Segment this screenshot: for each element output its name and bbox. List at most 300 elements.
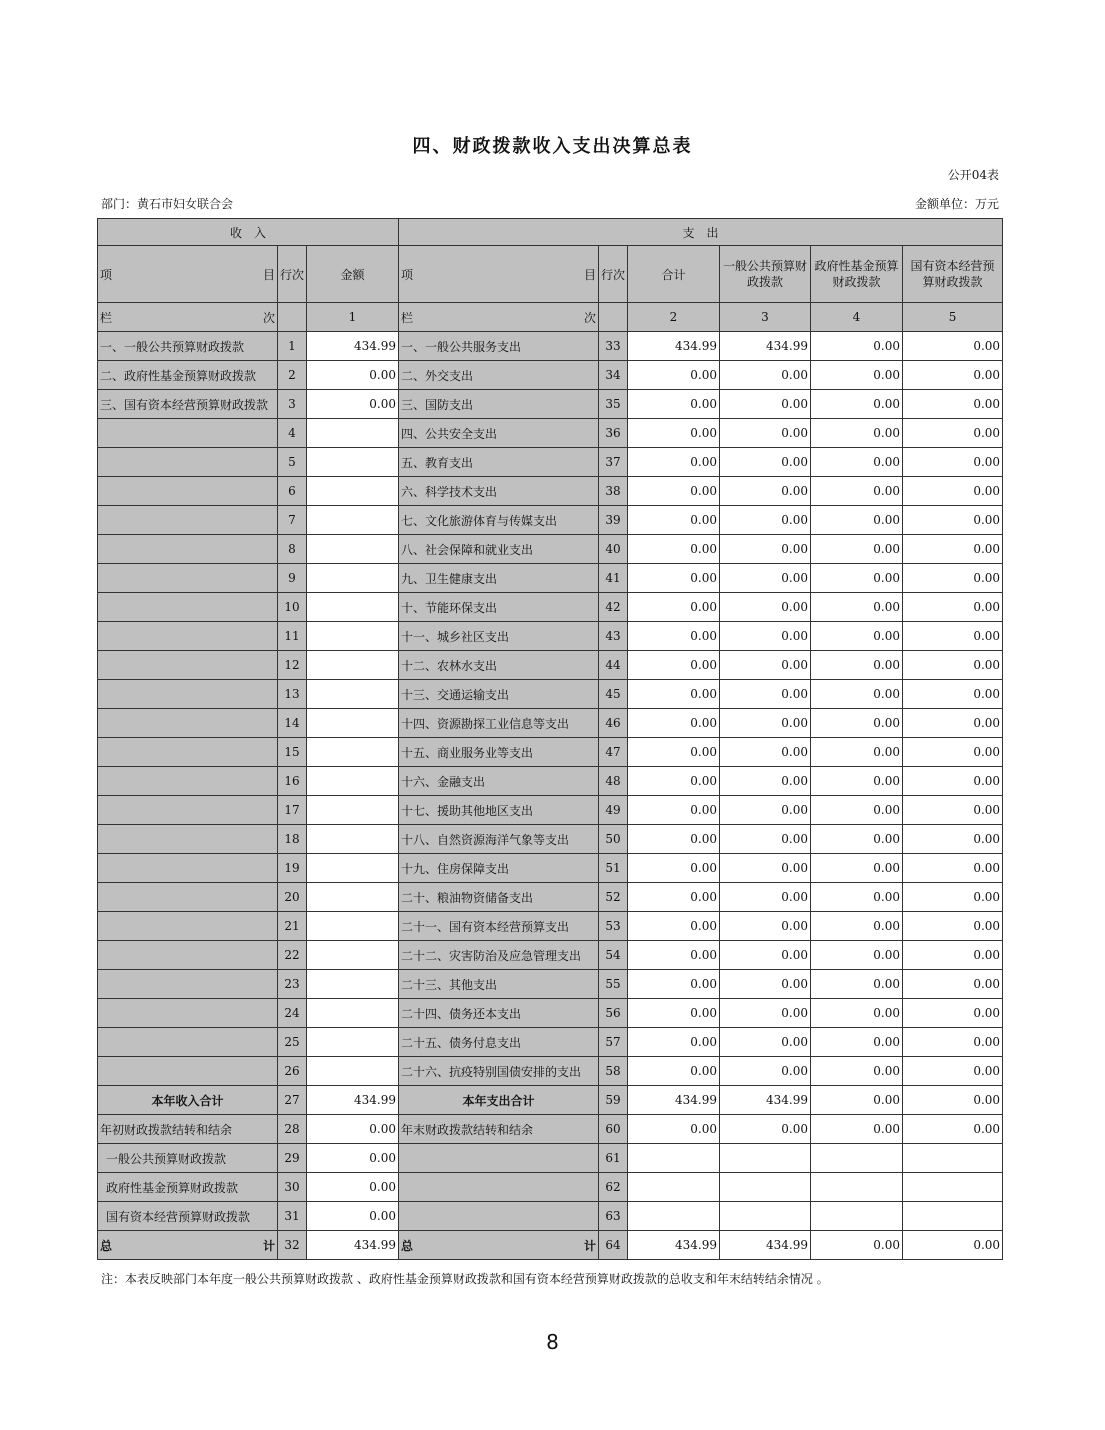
expense-total: 0.00 <box>628 680 720 709</box>
expense-general-budget: 0.00 <box>720 709 811 738</box>
income-subtotal-label: 本年收入合计 <box>98 1086 278 1115</box>
expense-subtotal-total: 434.99 <box>628 1086 720 1115</box>
expense-row-number: 38 <box>599 477 628 506</box>
col-index-1: 1 <box>307 303 399 332</box>
expense-fund-budget: 0.00 <box>811 912 903 941</box>
income-item <box>98 1028 278 1057</box>
expense-total: 0.00 <box>628 999 720 1028</box>
income-item <box>98 854 278 883</box>
income-amount <box>307 941 399 970</box>
expense-item: 年末财政拨款结转和结余 <box>399 1115 599 1144</box>
expense-row-number: 37 <box>599 448 628 477</box>
expense-item: 二十五、债务付息支出 <box>399 1028 599 1057</box>
expense-item: 十六、金融支出 <box>399 767 599 796</box>
income-item <box>98 593 278 622</box>
table-row <box>98 970 1003 999</box>
grand-total-row <box>98 1231 1003 1260</box>
expense-general-budget: 0.00 <box>720 361 811 390</box>
expense-general-budget: 0.00 <box>720 680 811 709</box>
expense-state-capital: 0.00 <box>903 1115 1003 1144</box>
table-row <box>98 1028 1003 1057</box>
expense-row-number: 56 <box>599 999 628 1028</box>
income-row-number: 7 <box>278 506 307 535</box>
expense-fund-budget: 0.00 <box>811 477 903 506</box>
expense-state-capital <box>903 1144 1003 1173</box>
expense-row-number: 36 <box>599 419 628 448</box>
table-row <box>98 854 1003 883</box>
expense-total: 0.00 <box>628 883 720 912</box>
income-amount <box>307 709 399 738</box>
expense-row-number: 63 <box>599 1202 628 1231</box>
expense-state-capital: 0.00 <box>903 883 1003 912</box>
expense-state-capital: 0.00 <box>903 825 1003 854</box>
income-row-number: 18 <box>278 825 307 854</box>
expense-general-budget: 0.00 <box>720 506 811 535</box>
table-row <box>98 680 1003 709</box>
table-row <box>98 506 1003 535</box>
income-amount <box>307 854 399 883</box>
expense-state-capital: 0.00 <box>903 738 1003 767</box>
expense-row-number: 43 <box>599 622 628 651</box>
expense-row-number: 53 <box>599 912 628 941</box>
income-row-number: 24 <box>278 999 307 1028</box>
table-row <box>98 709 1003 738</box>
expense-item: 十九、住房保障支出 <box>399 854 599 883</box>
income-row-number: 30 <box>278 1173 307 1202</box>
expense-subtotal-label: 本年支出合计 <box>399 1086 599 1115</box>
income-item <box>98 419 278 448</box>
expense-header: 支 出 <box>399 219 1003 246</box>
income-amount <box>307 796 399 825</box>
expense-state-capital: 0.00 <box>903 680 1003 709</box>
expense-state-capital: 0.00 <box>903 709 1003 738</box>
table-row <box>98 390 1003 419</box>
expense-state-capital: 0.00 <box>903 854 1003 883</box>
expense-general-budget: 0.00 <box>720 651 811 680</box>
income-item <box>98 448 278 477</box>
expense-fund-budget: 0.00 <box>811 709 903 738</box>
expense-state-capital: 0.00 <box>903 535 1003 564</box>
expense-general-budget: 0.00 <box>720 1057 811 1086</box>
expense-state-capital <box>903 1202 1003 1231</box>
income-row-number: 12 <box>278 651 307 680</box>
income-amount <box>307 1028 399 1057</box>
expense-item: 十三、交通运输支出 <box>399 680 599 709</box>
income-grand-total-label: 总 计 <box>98 1231 278 1260</box>
expense-item: 十二、农林水支出 <box>399 651 599 680</box>
expense-row-number: 48 <box>599 767 628 796</box>
income-item <box>98 564 278 593</box>
footnote: 注：本表反映部门本年度一般公共预算财政拨款 、政府性基金预算财政拨款和国有资本经营预算财政拨款的总收支和年末结转结余情况 。 <box>101 1272 829 1286</box>
table-row <box>98 651 1003 680</box>
income-amount <box>307 970 399 999</box>
income-item: 二、政府性基金预算财政拨款 <box>98 361 278 390</box>
income-amount <box>307 651 399 680</box>
income-item <box>98 506 278 535</box>
expense-item: 十一、城乡社区支出 <box>399 622 599 651</box>
expense-row-number: 44 <box>599 651 628 680</box>
income-row-number: 11 <box>278 622 307 651</box>
table-row <box>98 622 1003 651</box>
income-item: 三、国有资本经营预算财政拨款 <box>98 390 278 419</box>
expense-total: 0.00 <box>628 1115 720 1144</box>
table-row <box>98 912 1003 941</box>
income-amount <box>307 912 399 941</box>
income-row-number: 15 <box>278 738 307 767</box>
general-budget-header: 一般公共预算财政拨款 <box>720 246 811 303</box>
expense-item: 二十、粮油物资储备支出 <box>399 883 599 912</box>
expense-general-budget: 0.00 <box>720 593 811 622</box>
expense-fund-budget <box>811 1202 903 1231</box>
expense-state-capital: 0.00 <box>903 1028 1003 1057</box>
expense-row-number: 45 <box>599 680 628 709</box>
expense-item: 十、节能环保支出 <box>399 593 599 622</box>
income-rowno-index <box>278 303 307 332</box>
income-row-number: 1 <box>278 332 307 361</box>
expense-fund-budget: 0.00 <box>811 390 903 419</box>
budget-table <box>97 218 1003 1260</box>
income-row-number: 13 <box>278 680 307 709</box>
income-row-number: 32 <box>278 1231 307 1260</box>
income-row-number: 8 <box>278 535 307 564</box>
expense-row-number: 40 <box>599 535 628 564</box>
expense-state-capital: 0.00 <box>903 941 1003 970</box>
income-row-number: 3 <box>278 390 307 419</box>
expense-item: 二十六、抗疫特别国债安排的支出 <box>399 1057 599 1086</box>
income-row-number: 16 <box>278 767 307 796</box>
expense-total: 0.00 <box>628 854 720 883</box>
expense-fund-budget: 0.00 <box>811 448 903 477</box>
income-row-number: 5 <box>278 448 307 477</box>
income-row-number: 27 <box>278 1086 307 1115</box>
expense-state-capital: 0.00 <box>903 651 1003 680</box>
expense-fund-budget: 0.00 <box>811 419 903 448</box>
expense-total: 0.00 <box>628 390 720 419</box>
expense-item: 一、一般公共服务支出 <box>399 332 599 361</box>
expense-general-budget <box>720 1173 811 1202</box>
expense-item: 七、文化旅游体育与传媒支出 <box>399 506 599 535</box>
column-index-row <box>98 303 1003 332</box>
table-row <box>98 564 1003 593</box>
col-index-4: 4 <box>811 303 903 332</box>
expense-total: 0.00 <box>628 593 720 622</box>
income-lan-cell: 栏 次 <box>98 303 278 332</box>
expense-row-number: 61 <box>599 1144 628 1173</box>
income-row-number: 26 <box>278 1057 307 1086</box>
income-amount: 0.00 <box>307 361 399 390</box>
expense-general-budget: 0.00 <box>720 622 811 651</box>
table-row <box>98 738 1003 767</box>
income-amount: 0.00 <box>307 1173 399 1202</box>
expense-row-number: 58 <box>599 1057 628 1086</box>
expense-item: 五、教育支出 <box>399 448 599 477</box>
table-row <box>98 941 1003 970</box>
income-rowno-header: 行次 <box>278 246 307 303</box>
expense-general-budget: 434.99 <box>720 332 811 361</box>
expense-item: 二十四、债务还本支出 <box>399 999 599 1028</box>
expense-total: 0.00 <box>628 1028 720 1057</box>
income-item <box>98 767 278 796</box>
expense-fund-budget: 0.00 <box>811 332 903 361</box>
expense-row-number: 64 <box>599 1231 628 1260</box>
income-amount: 0.00 <box>307 1202 399 1231</box>
income-item: 政府性基金预算财政拨款 <box>98 1173 278 1202</box>
table-row <box>98 825 1003 854</box>
expense-state-capital: 0.00 <box>903 361 1003 390</box>
expense-item: 二、外交支出 <box>399 361 599 390</box>
carryover-row <box>98 1202 1003 1231</box>
income-item <box>98 477 278 506</box>
expense-row-number: 51 <box>599 854 628 883</box>
expense-state-capital: 0.00 <box>903 999 1003 1028</box>
expense-total: 0.00 <box>628 825 720 854</box>
expense-fund-budget: 0.00 <box>811 941 903 970</box>
expense-total: 0.00 <box>628 419 720 448</box>
expense-total: 0.00 <box>628 622 720 651</box>
expense-item: 九、卫生健康支出 <box>399 564 599 593</box>
table-row <box>98 361 1003 390</box>
expense-total: 0.00 <box>628 1057 720 1086</box>
expense-grand-total: 434.99 <box>628 1231 720 1260</box>
income-amount <box>307 622 399 651</box>
expense-fund-budget: 0.00 <box>811 564 903 593</box>
expense-general-budget: 0.00 <box>720 941 811 970</box>
expense-fund-budget: 0.00 <box>811 796 903 825</box>
income-amount <box>307 535 399 564</box>
expense-state-capital: 0.00 <box>903 1231 1003 1260</box>
income-amount <box>307 564 399 593</box>
income-amount <box>307 419 399 448</box>
column-header-row <box>98 246 1003 303</box>
page-number: 8 <box>546 1330 559 1354</box>
expense-fund-budget: 0.00 <box>811 651 903 680</box>
expense-state-capital: 0.00 <box>903 564 1003 593</box>
income-row-number: 28 <box>278 1115 307 1144</box>
expense-grand-total-label: 总 计 <box>399 1231 599 1260</box>
expense-fund-budget: 0.00 <box>811 535 903 564</box>
expense-item: 十八、自然资源海洋气象等支出 <box>399 825 599 854</box>
expense-fund-budget: 0.00 <box>811 1057 903 1086</box>
expense-state-capital: 0.00 <box>903 448 1003 477</box>
expense-fund-budget <box>811 1144 903 1173</box>
expense-item: 二十二、灾害防治及应急管理支出 <box>399 941 599 970</box>
income-row-number: 17 <box>278 796 307 825</box>
expense-general-budget <box>720 1144 811 1173</box>
expense-general-budget: 0.00 <box>720 419 811 448</box>
expense-fund-budget: 0.00 <box>811 1086 903 1115</box>
income-row-number: 19 <box>278 854 307 883</box>
expense-row-number: 46 <box>599 709 628 738</box>
expense-state-capital: 0.00 <box>903 622 1003 651</box>
expense-rowno-header: 行次 <box>599 246 628 303</box>
income-amount <box>307 680 399 709</box>
expense-fund-budget: 0.00 <box>811 767 903 796</box>
expense-row-number: 55 <box>599 970 628 999</box>
income-item <box>98 796 278 825</box>
expense-item: 十五、商业服务业等支出 <box>399 738 599 767</box>
expense-item: 八、社会保障和就业支出 <box>399 535 599 564</box>
income-row-number: 21 <box>278 912 307 941</box>
income-row-number: 29 <box>278 1144 307 1173</box>
income-item <box>98 883 278 912</box>
department-label: 部门：黄石市妇女联合会 <box>101 197 234 211</box>
carryover-row <box>98 1115 1003 1144</box>
income-item <box>98 738 278 767</box>
expense-total: 0.00 <box>628 941 720 970</box>
income-amount <box>307 825 399 854</box>
expense-row-number: 54 <box>599 941 628 970</box>
expense-row-number: 47 <box>599 738 628 767</box>
expense-state-capital: 0.00 <box>903 506 1003 535</box>
table-row <box>98 593 1003 622</box>
expense-total: 0.00 <box>628 709 720 738</box>
income-amount-header: 金额 <box>307 246 399 303</box>
income-item <box>98 1057 278 1086</box>
expense-fund-budget: 0.00 <box>811 1028 903 1057</box>
expense-state-capital <box>903 1173 1003 1202</box>
expense-total: 0.00 <box>628 912 720 941</box>
income-row-number: 6 <box>278 477 307 506</box>
expense-total: 434.99 <box>628 332 720 361</box>
expense-state-capital: 0.00 <box>903 796 1003 825</box>
income-item: 一般公共预算财政拨款 <box>98 1144 278 1173</box>
expense-item <box>399 1144 599 1173</box>
expense-general-budget: 0.00 <box>720 883 811 912</box>
expense-total: 0.00 <box>628 506 720 535</box>
page-title: 四、财政拨款收入支出决算总表 <box>412 136 693 157</box>
expense-total <box>628 1173 720 1202</box>
col-index-3: 3 <box>720 303 811 332</box>
income-amount <box>307 506 399 535</box>
expense-general-budget: 0.00 <box>720 477 811 506</box>
expense-fund-budget: 0.00 <box>811 1115 903 1144</box>
income-item-header: 项 目 <box>98 246 278 303</box>
expense-row-number: 52 <box>599 883 628 912</box>
expense-fund-budget <box>811 1173 903 1202</box>
expense-general-budget: 0.00 <box>720 1028 811 1057</box>
expense-item: 二十三、其他支出 <box>399 970 599 999</box>
expense-item-header: 项 目 <box>399 246 599 303</box>
expense-state-capital: 0.00 <box>903 912 1003 941</box>
income-header: 收 入 <box>98 219 399 246</box>
expense-row-number: 60 <box>599 1115 628 1144</box>
expense-fund-budget: 0.00 <box>811 738 903 767</box>
expense-lan-cell: 栏 次 <box>399 303 599 332</box>
income-row-number: 22 <box>278 941 307 970</box>
col-index-2: 2 <box>628 303 720 332</box>
expense-fund-budget: 0.00 <box>811 825 903 854</box>
table-row <box>98 332 1003 361</box>
income-item <box>98 912 278 941</box>
table-row <box>98 1057 1003 1086</box>
table-row <box>98 477 1003 506</box>
expense-item: 三、国防支出 <box>399 390 599 419</box>
expense-fund-budget: 0.00 <box>811 506 903 535</box>
income-subtotal-amount: 434.99 <box>307 1086 399 1115</box>
income-row-number: 2 <box>278 361 307 390</box>
expense-total: 0.00 <box>628 796 720 825</box>
expense-general-budget: 0.00 <box>720 999 811 1028</box>
expense-general-budget: 434.99 <box>720 1086 811 1115</box>
expense-row-number: 62 <box>599 1173 628 1202</box>
expense-state-capital: 0.00 <box>903 477 1003 506</box>
table-row <box>98 796 1003 825</box>
expense-general-budget: 0.00 <box>720 535 811 564</box>
expense-general-budget: 0.00 <box>720 970 811 999</box>
expense-row-number: 49 <box>599 796 628 825</box>
income-row-number: 4 <box>278 419 307 448</box>
expense-row-number: 33 <box>599 332 628 361</box>
expense-total: 0.00 <box>628 651 720 680</box>
expense-general-budget <box>720 1202 811 1231</box>
expense-fund-budget: 0.00 <box>811 680 903 709</box>
table-row <box>98 419 1003 448</box>
carryover-row <box>98 1144 1003 1173</box>
expense-fund-budget: 0.00 <box>811 970 903 999</box>
income-item <box>98 622 278 651</box>
income-row-number: 10 <box>278 593 307 622</box>
income-row-number: 23 <box>278 970 307 999</box>
income-amount <box>307 1057 399 1086</box>
income-amount <box>307 999 399 1028</box>
expense-total <box>628 1202 720 1231</box>
income-item: 一、一般公共预算财政拨款 <box>98 332 278 361</box>
expense-general-budget: 0.00 <box>720 825 811 854</box>
income-row-number: 31 <box>278 1202 307 1231</box>
income-item: 年初财政拨款结转和结余 <box>98 1115 278 1144</box>
expense-general-budget: 0.00 <box>720 448 811 477</box>
subtotal-row <box>98 1086 1003 1115</box>
expense-item <box>399 1173 599 1202</box>
income-item <box>98 970 278 999</box>
income-item <box>98 680 278 709</box>
expense-row-number: 35 <box>599 390 628 419</box>
expense-state-capital: 0.00 <box>903 332 1003 361</box>
expense-total: 0.00 <box>628 477 720 506</box>
income-amount: 0.00 <box>307 390 399 419</box>
expense-general-budget: 0.00 <box>720 796 811 825</box>
expense-row-number: 39 <box>599 506 628 535</box>
expense-general-budget: 434.99 <box>720 1231 811 1260</box>
expense-state-capital: 0.00 <box>903 767 1003 796</box>
form-number: 公开04表 <box>947 168 999 182</box>
expense-item: 十七、援助其他地区支出 <box>399 796 599 825</box>
income-amount: 0.00 <box>307 1115 399 1144</box>
expense-fund-budget: 0.00 <box>811 854 903 883</box>
expense-state-capital: 0.00 <box>903 390 1003 419</box>
income-item <box>98 651 278 680</box>
income-amount: 434.99 <box>307 332 399 361</box>
expense-total: 0.00 <box>628 448 720 477</box>
expense-row-number: 50 <box>599 825 628 854</box>
income-amount: 0.00 <box>307 1144 399 1173</box>
expense-total: 0.00 <box>628 535 720 564</box>
expense-total-header: 合计 <box>628 246 720 303</box>
expense-general-budget: 0.00 <box>720 738 811 767</box>
expense-fund-budget: 0.00 <box>811 361 903 390</box>
income-amount <box>307 448 399 477</box>
expense-fund-budget: 0.00 <box>811 622 903 651</box>
expense-total <box>628 1144 720 1173</box>
col-index-5: 5 <box>903 303 1003 332</box>
fund-budget-header: 政府性基金预算财政拨款 <box>811 246 903 303</box>
expense-row-number: 57 <box>599 1028 628 1057</box>
income-grand-total-amount: 434.99 <box>307 1231 399 1260</box>
expense-item: 四、公共安全支出 <box>399 419 599 448</box>
income-item <box>98 999 278 1028</box>
expense-fund-budget: 0.00 <box>811 1231 903 1260</box>
expense-general-budget: 0.00 <box>720 854 811 883</box>
